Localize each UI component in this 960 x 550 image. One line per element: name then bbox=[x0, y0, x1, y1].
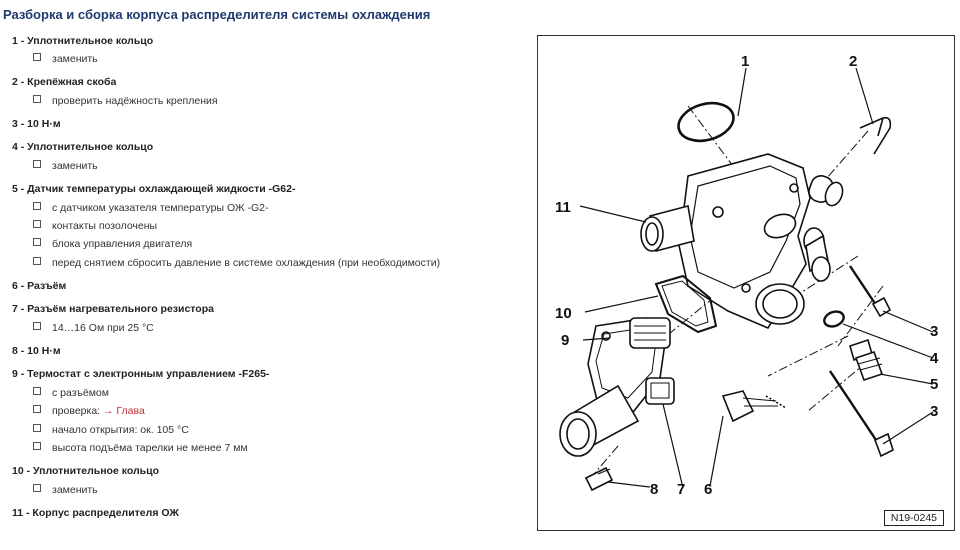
callout-11: 11 bbox=[555, 199, 571, 216]
retaining-clip bbox=[860, 118, 890, 154]
o-ring-4 bbox=[822, 309, 846, 329]
part-9-note-1: с разъёмом bbox=[33, 387, 109, 399]
exploded-view-drawing bbox=[538, 36, 956, 532]
part-4-note: заменить bbox=[33, 160, 98, 172]
part-2-note: проверить надёжность крепления bbox=[33, 95, 218, 107]
connector-6 bbox=[723, 391, 786, 421]
part-9-heading: 9 - Термостат с электронным управлением -F265- bbox=[12, 368, 270, 380]
callout-4: 4 bbox=[930, 350, 939, 367]
bullet-icon bbox=[33, 484, 41, 492]
screw-8 bbox=[586, 468, 612, 490]
callout-6: 6 bbox=[704, 481, 713, 498]
o-ring-1 bbox=[674, 97, 737, 146]
bullet-icon bbox=[33, 387, 41, 395]
chapter-link[interactable]: → Глава bbox=[103, 405, 145, 417]
part-11-heading: 11 - Корпус распределителя ОЖ bbox=[12, 507, 179, 519]
part-1-heading: 1 - Уплотнительное кольцо bbox=[12, 35, 154, 47]
bullet-icon bbox=[33, 238, 41, 246]
callout-7: 7 bbox=[677, 481, 686, 498]
callout-1: 1 bbox=[741, 53, 750, 70]
part-10-note: заменить bbox=[33, 484, 98, 496]
bolt-upper bbox=[850, 266, 890, 316]
callout-2: 2 bbox=[849, 53, 858, 70]
exploded-diagram bbox=[537, 35, 955, 531]
part-9-note-4: высота подъёма тарелки не менее 7 мм bbox=[33, 442, 248, 454]
page-title: Разборка и сборка корпуса распределителя системы охлаждения bbox=[3, 7, 431, 22]
part-5-note-4: перед снятием сбросить давление в системе охлаждения (при необходимости) bbox=[33, 257, 440, 269]
part-7-note: 14…16 Ом при 25 °С bbox=[33, 322, 154, 334]
callout-10: 10 bbox=[555, 305, 572, 322]
callout-9: 9 bbox=[561, 332, 570, 349]
bullet-icon bbox=[33, 322, 41, 330]
bullet-icon bbox=[33, 202, 41, 210]
bullet-icon bbox=[33, 424, 41, 432]
part-10-heading: 10 - Уплотнительное кольцо bbox=[12, 465, 159, 477]
bullet-icon bbox=[33, 95, 41, 103]
part-6-heading: 6 - Разъём bbox=[12, 280, 67, 292]
part-8-heading: 8 - 10 Н·м bbox=[12, 345, 61, 357]
temperature-sensor bbox=[850, 340, 882, 380]
bullet-icon bbox=[33, 405, 41, 413]
callout-5: 5 bbox=[930, 376, 939, 393]
part-5-note-2: контакты позолочены bbox=[33, 220, 157, 232]
part-2-heading: 2 - Крепёжная скоба bbox=[12, 76, 117, 88]
part-5-note-1: с датчиком указателя температуры ОЖ -G2- bbox=[33, 202, 269, 214]
part-3-heading: 3 - 10 Н·м bbox=[12, 118, 61, 130]
bullet-icon bbox=[33, 160, 41, 168]
figure-code: N19-0245 bbox=[884, 510, 944, 526]
thermostat bbox=[560, 318, 674, 456]
part-4-heading: 4 - Уплотнительное кольцо bbox=[12, 141, 154, 153]
part-5-heading: 5 - Датчик температуры охлаждающей жидкости -G62- bbox=[12, 183, 296, 195]
callout-3b: 3 bbox=[930, 403, 939, 420]
part-1-note: заменить bbox=[33, 53, 98, 65]
callout-3a: 3 bbox=[930, 323, 939, 340]
part-5-note-3: блока управления двигателя bbox=[33, 238, 192, 250]
bullet-icon bbox=[33, 53, 41, 61]
part-9-note-3: начало открытия: ок. 105 °С bbox=[33, 424, 189, 436]
bullet-icon bbox=[33, 442, 41, 450]
bullet-icon bbox=[33, 257, 41, 265]
part-7-heading: 7 - Разъём нагревательного резистора bbox=[12, 303, 214, 315]
bullet-icon bbox=[33, 220, 41, 228]
distributor-housing bbox=[641, 154, 846, 328]
part-9-note-2: проверка: → Глава bbox=[33, 405, 145, 417]
callout-8: 8 bbox=[650, 481, 659, 498]
